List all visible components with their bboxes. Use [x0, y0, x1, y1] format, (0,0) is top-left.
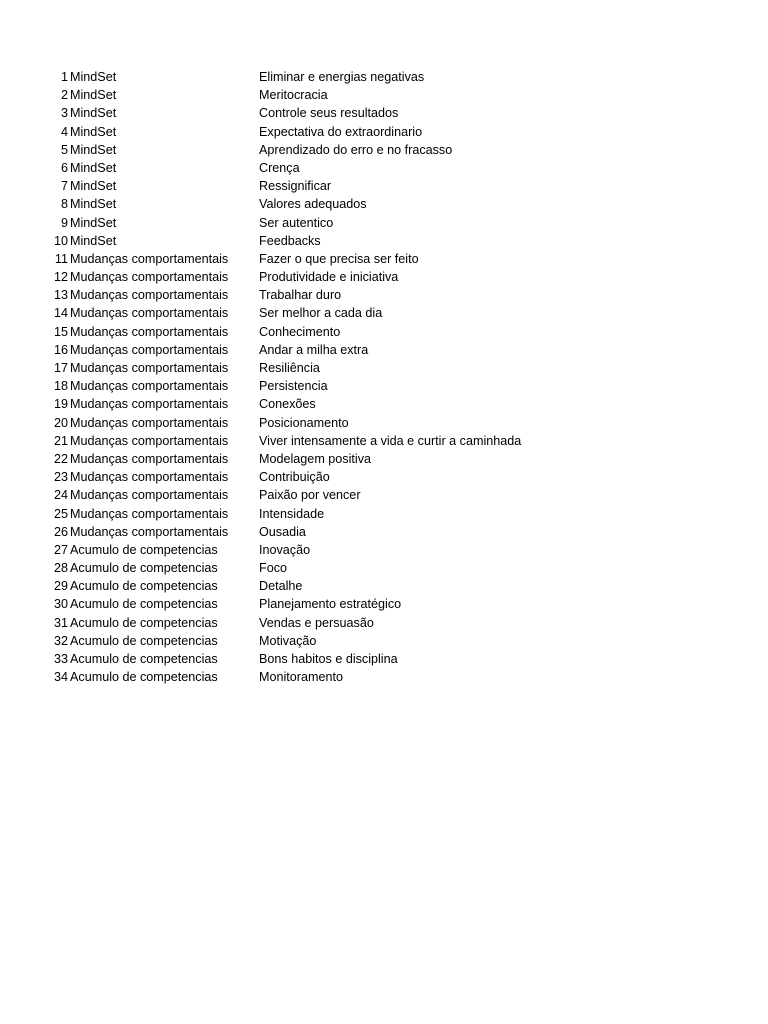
- row-number: 13: [53, 288, 68, 303]
- row-category: Mudanças comportamentais: [70, 488, 229, 503]
- table-row: [0, 377, 768, 395]
- row-category: Acumulo de competencias: [70, 597, 218, 612]
- table-row: [0, 341, 768, 359]
- row-item: Resiliência: [259, 361, 320, 375]
- row-item: Feedbacks: [259, 233, 321, 248]
- table-row: [0, 86, 768, 104]
- table-row: [0, 432, 768, 450]
- row-number: 29: [53, 579, 68, 594]
- row-number: 14: [53, 306, 68, 321]
- row-number: 23: [53, 470, 68, 485]
- row-category: Mudanças comportamentais: [70, 451, 229, 466]
- row-item: Valores adequados: [259, 197, 367, 212]
- row-number: 19: [53, 397, 68, 412]
- table-row: [0, 650, 768, 668]
- row-category: MindSet: [70, 106, 117, 121]
- row-number: 31: [53, 615, 68, 630]
- row-item: Conhecimento: [259, 324, 341, 339]
- row-item: Meritocracia: [259, 88, 328, 103]
- row-item: Ressignificar: [259, 179, 332, 194]
- row-category: Mudanças comportamentais: [70, 306, 229, 321]
- table-row: [0, 68, 768, 86]
- row-number: 18: [53, 379, 68, 394]
- table-row: [0, 286, 768, 304]
- table-row: [0, 104, 768, 122]
- row-number: 28: [53, 561, 68, 576]
- row-item: Paixão por vencer: [259, 488, 361, 503]
- row-category: Acumulo de competencias: [70, 670, 218, 685]
- row-number: 6: [60, 160, 68, 175]
- table-row: [0, 214, 768, 232]
- table-row: [0, 232, 768, 250]
- row-category: MindSet: [70, 179, 117, 194]
- row-category: MindSet: [70, 160, 117, 175]
- table-row: [0, 668, 768, 686]
- table-row: [0, 123, 768, 141]
- row-number: 34: [53, 670, 68, 685]
- row-number: 7: [60, 179, 68, 194]
- table-row: [0, 395, 768, 413]
- row-item: Eliminar e energias negativas: [259, 70, 425, 84]
- row-number: 2: [60, 88, 68, 103]
- row-number: 21: [53, 433, 68, 448]
- row-category: Mudanças comportamentais: [70, 324, 229, 339]
- row-item: Monitoramento: [259, 670, 343, 685]
- row-number: 4: [60, 124, 68, 139]
- row-number: 33: [53, 652, 68, 666]
- row-category: Mudanças comportamentais: [70, 270, 229, 285]
- row-number: 10: [53, 233, 68, 248]
- row-number: 25: [53, 506, 68, 521]
- row-item: Expectativa do extraordinario: [259, 124, 423, 139]
- row-item: Intensidade: [259, 506, 325, 521]
- row-category: Acumulo de competencias: [70, 561, 218, 576]
- table-row: [0, 323, 768, 341]
- row-number: 30: [53, 597, 68, 612]
- row-item: Trabalhar duro: [259, 288, 342, 303]
- table-row: [0, 523, 768, 541]
- table-row: [0, 141, 768, 159]
- row-number: 12: [53, 270, 68, 285]
- row-number: 27: [53, 542, 68, 557]
- row-category: Acumulo de competencias: [70, 633, 218, 648]
- row-category: Mudanças comportamentais: [70, 361, 229, 375]
- row-number: 32: [53, 633, 68, 648]
- row-number: 20: [53, 415, 68, 430]
- row-item: Ser melhor a cada dia: [259, 306, 383, 321]
- row-number: 3: [60, 106, 68, 121]
- row-number: 24: [53, 488, 68, 503]
- row-category: MindSet: [70, 124, 117, 139]
- table-row: [0, 159, 768, 177]
- row-item: Ousadia: [259, 524, 306, 539]
- table-row: [0, 250, 768, 268]
- row-item: Ser autentico: [259, 215, 334, 230]
- row-category: Mudanças comportamentais: [70, 251, 229, 266]
- row-number: 15: [53, 324, 68, 339]
- table-row: [0, 359, 768, 377]
- row-number: 8: [60, 197, 68, 212]
- row-number: 16: [53, 342, 68, 357]
- row-category: Mudanças comportamentais: [70, 379, 229, 394]
- row-item: Foco: [259, 561, 287, 576]
- row-category: Mudanças comportamentais: [70, 470, 229, 485]
- table-row: [0, 195, 768, 213]
- row-item: Motivação: [259, 633, 317, 648]
- table-row: [0, 486, 768, 504]
- table-row: [0, 414, 768, 432]
- table-row: [0, 268, 768, 286]
- table-row: [0, 559, 768, 577]
- row-item: Inovação: [259, 542, 311, 557]
- row-category: Mudanças comportamentais: [70, 397, 229, 412]
- row-number: 17: [53, 361, 68, 375]
- row-category: Acumulo de competencias: [70, 615, 218, 630]
- table-row: [0, 304, 768, 322]
- row-category: Mudanças comportamentais: [70, 506, 229, 521]
- row-category: MindSet: [70, 88, 117, 103]
- table-row: [0, 468, 768, 486]
- table-row: [0, 177, 768, 195]
- row-category: MindSet: [70, 142, 117, 157]
- row-item: Detalhe: [259, 579, 303, 594]
- row-item: Posicionamento: [259, 415, 349, 430]
- table-row: [0, 450, 768, 468]
- row-category: Mudanças comportamentais: [70, 415, 229, 430]
- row-number: 11: [54, 251, 68, 266]
- row-item: Vendas e persuasão: [259, 615, 374, 630]
- spreadsheet-table: [0, 68, 768, 686]
- row-item: Bons habitos e disciplina: [259, 652, 398, 666]
- table-row: [0, 595, 768, 613]
- table-row: [0, 577, 768, 595]
- row-category: MindSet: [70, 197, 117, 212]
- row-category: MindSet: [70, 233, 117, 248]
- row-item: Fazer o que precisa ser feito: [259, 251, 419, 266]
- row-category: MindSet: [70, 215, 117, 230]
- row-category: Mudanças comportamentais: [70, 433, 229, 448]
- row-category: Acumulo de competencias: [70, 542, 218, 557]
- row-item: Viver intensamente a vida e curtir a caminhada: [259, 433, 522, 448]
- row-number: 5: [60, 142, 68, 157]
- row-number: 26: [53, 524, 68, 539]
- table-row: [0, 541, 768, 559]
- row-item: Conexões: [259, 397, 316, 412]
- row-category: Acumulo de competencias: [70, 579, 218, 594]
- table-row: [0, 505, 768, 523]
- row-number: 22: [53, 451, 68, 466]
- row-item: Andar a milha extra: [259, 342, 369, 357]
- row-item: Modelagem positiva: [259, 451, 372, 466]
- row-category: Mudanças comportamentais: [70, 288, 229, 303]
- row-number: 9: [60, 215, 68, 230]
- row-category: Mudanças comportamentais: [70, 524, 229, 539]
- row-item: Produtividade e iniciativa: [259, 270, 399, 285]
- row-category: MindSet: [70, 70, 117, 84]
- row-item: Controle seus resultados: [259, 106, 399, 121]
- row-category: Acumulo de competencias: [70, 652, 218, 666]
- table-row: [0, 632, 768, 650]
- table-row: [0, 614, 768, 632]
- row-item: Contribuição: [259, 470, 330, 485]
- row-item: Aprendizado do erro e no fracasso: [259, 142, 453, 157]
- row-number: 1: [60, 70, 68, 84]
- row-item: Crença: [259, 160, 300, 175]
- row-item: Persistencia: [259, 379, 328, 394]
- row-category: Mudanças comportamentais: [70, 342, 229, 357]
- row-item: Planejamento estratégico: [259, 597, 402, 612]
